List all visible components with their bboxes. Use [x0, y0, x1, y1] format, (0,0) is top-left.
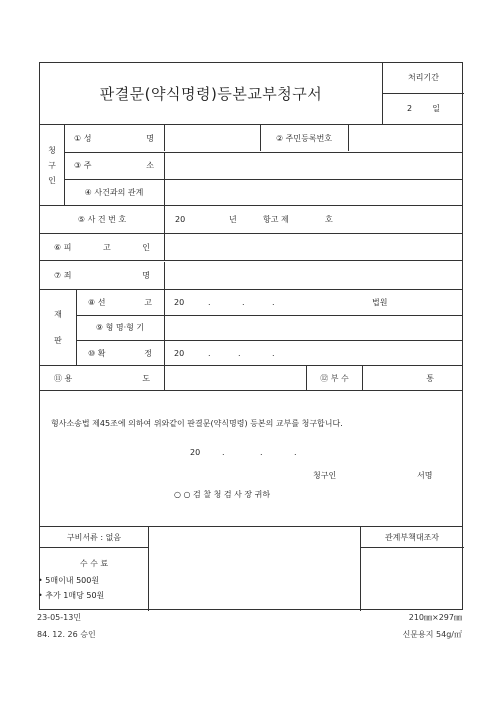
- paper-type: 신문용지 54g/㎡: [402, 630, 462, 639]
- defendant-label: ⑥ 피 고 인: [54, 242, 150, 252]
- sentence-label: ⑧ 선 고: [88, 298, 152, 307]
- relation-field[interactable]: [164, 179, 464, 206]
- case-number-row: [40, 206, 462, 234]
- defendant-field[interactable]: [164, 234, 464, 260]
- approval-date: 84. 12. 26 승인: [37, 630, 96, 639]
- usage-row: [40, 366, 462, 391]
- form-code: 23-05-13민: [37, 613, 82, 622]
- address-label: ③ 주 소: [74, 161, 154, 170]
- id-number-field[interactable]: [348, 125, 464, 152]
- crime-row: [40, 262, 462, 290]
- crime-field[interactable]: [164, 262, 464, 289]
- officer-label: 관계부책대조자: [360, 527, 464, 548]
- case-number-label: ⑤ 사 건 번 호: [77, 215, 127, 224]
- fee-item: • 5매이내 500원: [38, 576, 100, 585]
- trial-group-label: 재 판: [54, 309, 62, 345]
- case-number-field[interactable]: 20 년 항고 제 호: [164, 206, 464, 233]
- title-row: [40, 63, 462, 125]
- applicant-block: [40, 125, 462, 206]
- name-label: ① 성 명: [74, 134, 154, 143]
- statement-text: 형사소송법 제45조에 의하여 위와같이 판결문(약식명령) 등본의 교부를 청구합니다.: [51, 419, 343, 428]
- trial-block: [40, 290, 462, 366]
- paper-size: 210㎜×297㎜: [408, 613, 462, 622]
- applicant-group-label: 청 구 인: [48, 145, 56, 185]
- copies-field[interactable]: 통: [362, 366, 464, 390]
- name-field[interactable]: [164, 125, 260, 152]
- form-title: 판결문(약식명령)등본교부청구서: [99, 85, 323, 103]
- officer-field[interactable]: [360, 548, 464, 611]
- stamp-area: [148, 527, 360, 611]
- final-field[interactable]: 20 . . .: [174, 348, 275, 358]
- processing-period: [382, 63, 464, 124]
- penalty-field[interactable]: [164, 315, 464, 340]
- processing-days: 2 일: [407, 104, 440, 114]
- usage-label: ⑪ 용 도: [54, 373, 150, 383]
- required-documents: 구비서류 : 없음: [40, 527, 148, 548]
- fee-title: 수 수 료: [79, 559, 109, 568]
- final-label: ⑩ 확 정: [88, 348, 152, 358]
- recipient: ○ ○ 검 찰 청 검 사 장 귀하: [174, 490, 271, 499]
- signature-field[interactable]: 서명: [417, 471, 433, 480]
- documents-block: [40, 527, 462, 611]
- request-form: [39, 62, 463, 610]
- penalty-label: ⑨ 형 명·형 기: [95, 323, 145, 332]
- id-number-label: ② 주민등록번호: [275, 134, 333, 143]
- defendant-row: [40, 234, 462, 261]
- fee-section: [40, 548, 148, 611]
- relation-label: ④ 사건과의 관계: [84, 188, 144, 197]
- processing-label: 처리기간: [383, 63, 464, 94]
- usage-field[interactable]: [164, 366, 306, 390]
- crime-label: ⑦ 죄 명: [54, 271, 150, 280]
- address-field[interactable]: [164, 152, 464, 179]
- applicant-signature-label: 청구인: [313, 471, 337, 480]
- statement-block: 형사소송법 제45조에 의하여 위와같이 판결문(약식명령) 등본의 교부를 청구합니다. 20 . . . 청구인 서명 ○ ○ 검 찰 청 검 사 장 귀하: [40, 391, 462, 527]
- fee-item: • 추가 1매당 50원: [38, 591, 105, 600]
- copies-label: ⑫ 부 수: [306, 366, 362, 390]
- sentence-field[interactable]: 20 . . . 법원: [174, 298, 388, 307]
